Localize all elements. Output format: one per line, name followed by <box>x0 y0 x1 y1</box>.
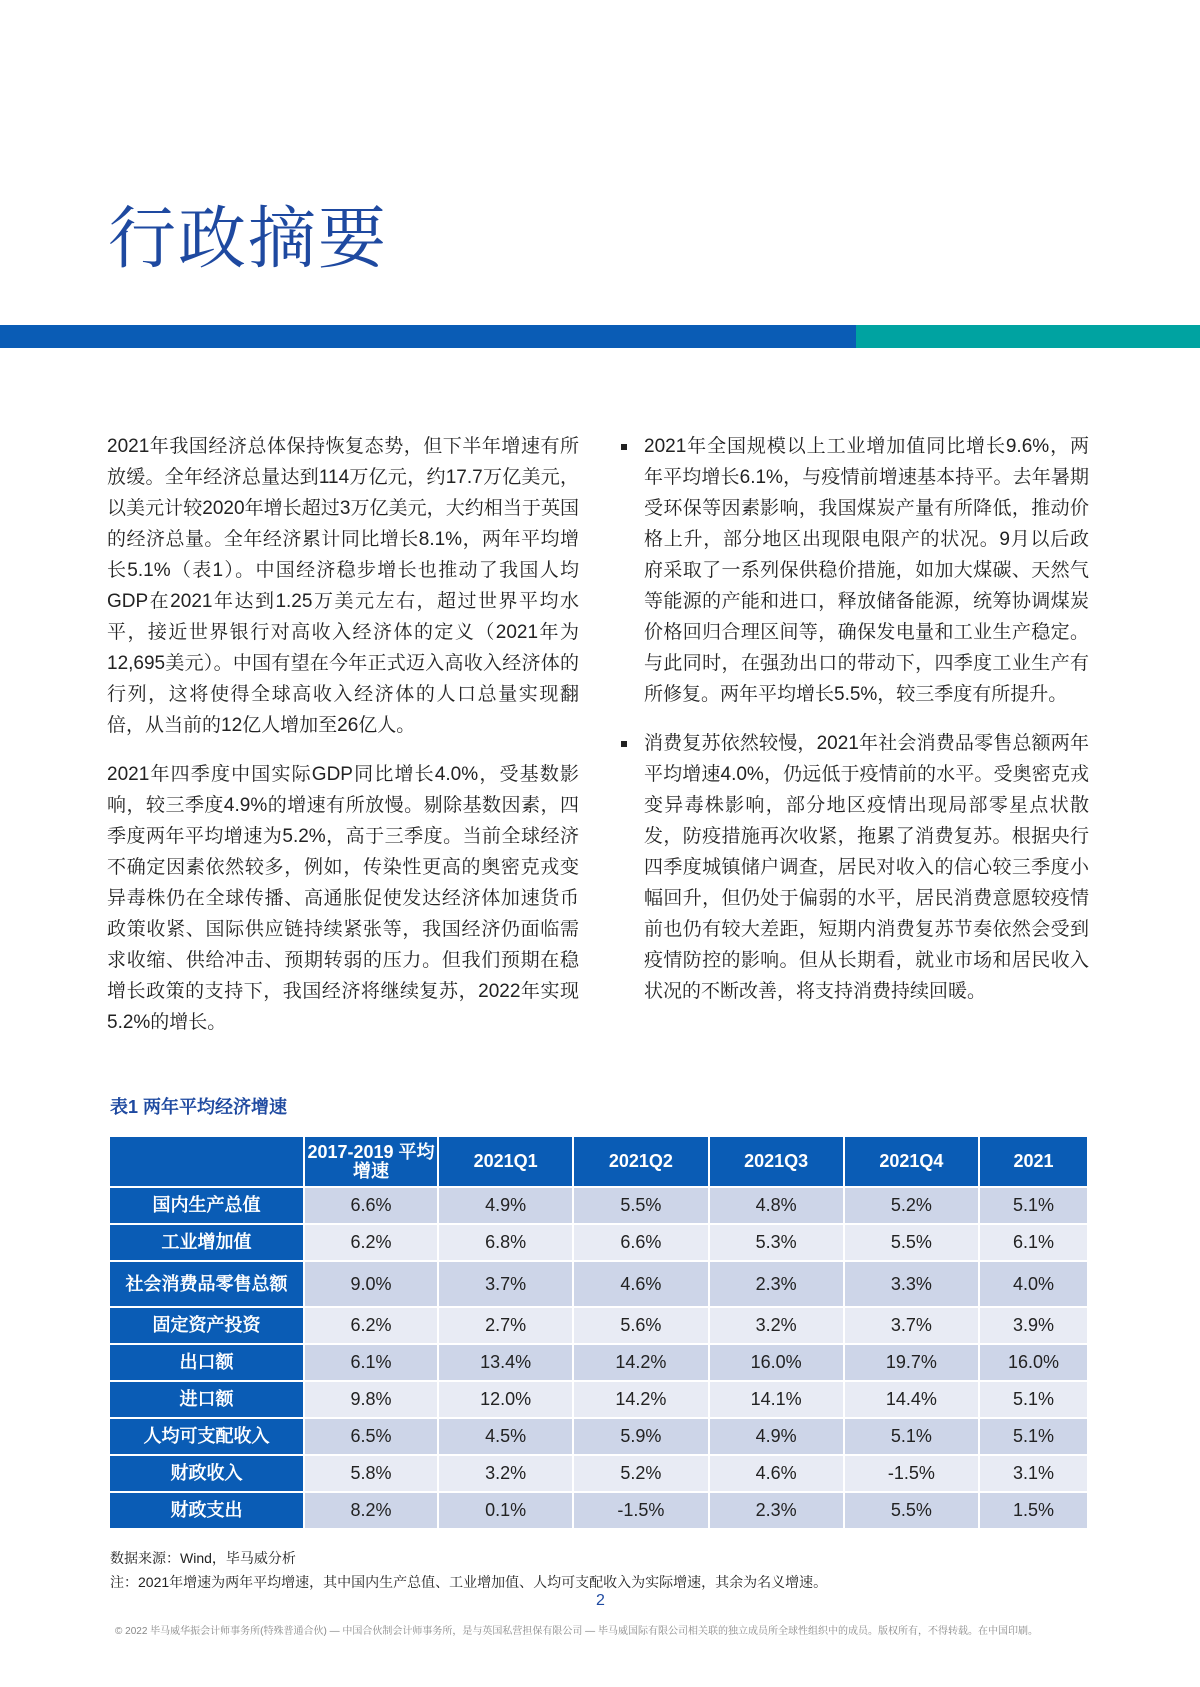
data-source: 数据来源：Wind，毕马威分析 <box>110 1550 296 1566</box>
table-cell: 3.9% <box>980 1308 1087 1343</box>
table-row <box>110 1419 1087 1454</box>
table-cell: 4.9% <box>439 1188 572 1223</box>
page-title: 行政摘要 <box>108 201 389 277</box>
growth-table <box>108 1135 1089 1530</box>
table-row <box>110 1493 1087 1528</box>
table-note: 注：2021年增速为两年平均增速，其中国内生产总值、工业增加值、人均可支配收入为实际增速，其余为名义增速。 <box>110 1574 828 1590</box>
row-label: 财政支出 <box>110 1493 303 1528</box>
table-cell: 4.0% <box>980 1262 1087 1306</box>
header-bar-blue <box>0 325 856 348</box>
table-cell: 6.5% <box>305 1419 437 1454</box>
table-cell: 6.2% <box>305 1225 437 1260</box>
table-cell: 12.0% <box>439 1382 572 1417</box>
row-label: 财政收入 <box>110 1456 303 1491</box>
table-cell: 3.2% <box>439 1456 572 1491</box>
paragraph: 2021年四季度中国实际GDP同比增长4.0%，受基数影响，较三季度4.9%的增速有所放慢。剔除基数因素，四季度两年平均增速为5.2%，高于三季度。当前全球经济不确定因素依然较多，例如，传染性更高的奥密克戎变异毒株仍在全球传播、高通胀促使发达经济体加速货币政策收紧、国际供应链持续紧张等，我国经济仍面临需求收缩、供给冲击、预期转弱的压力。但我们预期在稳增长政策的支持下，我国经济将继续复苏，2022年实现5.2%的增长。 <box>107 764 579 1033</box>
bullet-item <box>621 431 1089 710</box>
table-cell: 2.7% <box>439 1308 572 1343</box>
table-cell: 5.5% <box>845 1225 978 1260</box>
table-cell: 4.8% <box>710 1188 843 1223</box>
table-cell: 14.2% <box>574 1345 707 1380</box>
right-column <box>621 431 1089 1025</box>
table-cell: 5.3% <box>710 1225 843 1260</box>
bullet-item <box>621 728 1089 1007</box>
table-row <box>110 1262 1087 1306</box>
table-cell: 5.2% <box>845 1188 978 1223</box>
row-label: 进口额 <box>110 1382 303 1417</box>
table-cell: 9.0% <box>305 1262 437 1306</box>
table-cell: 1.5% <box>980 1493 1087 1528</box>
table-cell: 5.1% <box>980 1382 1087 1417</box>
table-cell: 3.1% <box>980 1456 1087 1491</box>
bullet-text: 2021年全国规模以上工业增加值同比增长9.6%，两年平均增长6.1%，与疫情前增速基本持平。去年暑期受环保等因素影响，我国煤炭产量有所降低，推动价格上升，部分地区出现限电限产的状况。9月以后政府采取了一系列保供稳价措施，如加大煤碳、天然气等能源的产能和进口，释放储备能源，统筹协调煤炭价格回归合理区间等，确保发电量和工业生产稳定。与此同时，在强劲出口的带动下，四季度工业生产有所修复。两年平均增长5.5%，较三季度有所提升。 <box>644 436 1089 705</box>
table-cell: 16.0% <box>710 1345 843 1380</box>
table-row <box>110 1225 1087 1260</box>
table-cell: 2.3% <box>710 1493 843 1528</box>
left-column <box>107 431 579 1056</box>
header-cell: 2021Q3 <box>710 1137 843 1186</box>
header-bar-teal <box>856 325 1200 348</box>
table-cell: -1.5% <box>845 1456 978 1491</box>
table-cell: 4.6% <box>710 1456 843 1491</box>
table-row <box>110 1382 1087 1417</box>
header-cell <box>110 1137 303 1186</box>
table-cell: 3.7% <box>439 1262 572 1306</box>
table-cell: 5.5% <box>574 1188 707 1223</box>
copyright-footer: © 2022 毕马威华振会计师事务所(特殊普通合伙) — 中国合伙制会计师事务所，是与英国私营担保有限公司 — 毕马威国际有限公司相关联的独立成员所全球性组织中的成员。版权所有，不得转载。在中国印刷。 <box>115 1626 1038 1637</box>
table-cell: 8.2% <box>305 1493 437 1528</box>
table-cell: 19.7% <box>845 1345 978 1380</box>
table-cell: 5.5% <box>845 1493 978 1528</box>
table-row <box>110 1308 1087 1343</box>
table-cell: 6.1% <box>980 1225 1087 1260</box>
table-cell: 13.4% <box>439 1345 572 1380</box>
table-cell: -1.5% <box>574 1493 707 1528</box>
table-cell: 6.1% <box>305 1345 437 1380</box>
table-cell: 5.8% <box>305 1456 437 1491</box>
table-cell: 5.2% <box>574 1456 707 1491</box>
table-cell: 6.8% <box>439 1225 572 1260</box>
table-cell: 14.2% <box>574 1382 707 1417</box>
table-row <box>110 1456 1087 1491</box>
table-cell: 5.9% <box>574 1419 707 1454</box>
table-cell: 4.6% <box>574 1262 707 1306</box>
header-cell: 2017-2019 平均增速 <box>305 1137 437 1186</box>
table-cell: 9.8% <box>305 1382 437 1417</box>
row-label: 固定资产投资 <box>110 1308 303 1343</box>
table-cell: 5.1% <box>980 1419 1087 1454</box>
row-label: 人均可支配收入 <box>110 1419 303 1454</box>
table-cell: 6.6% <box>305 1188 437 1223</box>
header-cell: 2021Q1 <box>439 1137 572 1186</box>
table-cell: 14.1% <box>710 1382 843 1417</box>
table-cell: 3.7% <box>845 1308 978 1343</box>
table-cell: 14.4% <box>845 1382 978 1417</box>
row-label: 工业增加值 <box>110 1225 303 1260</box>
table-cell: 4.5% <box>439 1419 572 1454</box>
bullet-icon <box>621 444 627 450</box>
row-label: 国内生产总值 <box>110 1188 303 1223</box>
header-cell: 2021 <box>980 1137 1087 1186</box>
bullet-text: 消费复苏依然较慢，2021年社会消费品零售总额两年平均增速4.0%，仍远低于疫情前的水平。受奥密克戎变异毒株影响，部分地区疫情出现局部零星点状散发，防疫措施再次收紧，拖累了消费复苏。根据央行四季度城镇储户调查，居民对收入的信心较三季度小幅回升，但仍处于偏弱的水平，居民消费意愿较疫情前也仍有较大差距，短期内消费复苏节奏依然会受到疫情防控的影响。但从长期看，就业市场和居民收入状况的不断改善，将支持消费持续回暖。 <box>644 733 1089 1002</box>
paragraph: 2021年我国经济总体保持恢复态势，但下半年增速有所放缓。全年经济总量达到114万亿元，约17.7万亿美元，以美元计较2020年增长超过3万亿美元，大约相当于英国的经济总量。全年经济累计同比增长8.1%，两年平均增长5.1%（表1）。中国经济稳步增长也推动了我国人均GDP在2021年达到1.25万美元左右，超过世界平均水平，接近世界银行对高收入经济体的定义（2021年为12,695美元）。中国有望在今年正式迈入高收入经济体的行列，这将使得全球高收入经济体的人口总量实现翻倍，从当前的12亿人增加至26亿人。 <box>107 436 579 736</box>
table-cell: 6.2% <box>305 1308 437 1343</box>
table-cell: 5.1% <box>980 1188 1087 1223</box>
table-cell: 0.1% <box>439 1493 572 1528</box>
table-row <box>110 1188 1087 1223</box>
table-cell: 3.2% <box>710 1308 843 1343</box>
table-row <box>110 1345 1087 1380</box>
bullet-icon <box>621 741 627 747</box>
table-cell: 5.1% <box>845 1419 978 1454</box>
page-number: 2 <box>596 1592 605 1609</box>
table-caption: 表1 两年平均经济增速 <box>110 1097 288 1117</box>
table-cell: 4.9% <box>710 1419 843 1454</box>
table-header-row <box>110 1137 1087 1186</box>
table-cell: 6.6% <box>574 1225 707 1260</box>
header-cell: 2021Q2 <box>574 1137 707 1186</box>
header-cell: 2021Q4 <box>845 1137 978 1186</box>
table-cell: 3.3% <box>845 1262 978 1306</box>
table-cell: 16.0% <box>980 1345 1087 1380</box>
row-label: 社会消费品零售总额 <box>110 1262 303 1306</box>
table-cell: 2.3% <box>710 1262 843 1306</box>
row-label: 出口额 <box>110 1345 303 1380</box>
table-cell: 5.6% <box>574 1308 707 1343</box>
